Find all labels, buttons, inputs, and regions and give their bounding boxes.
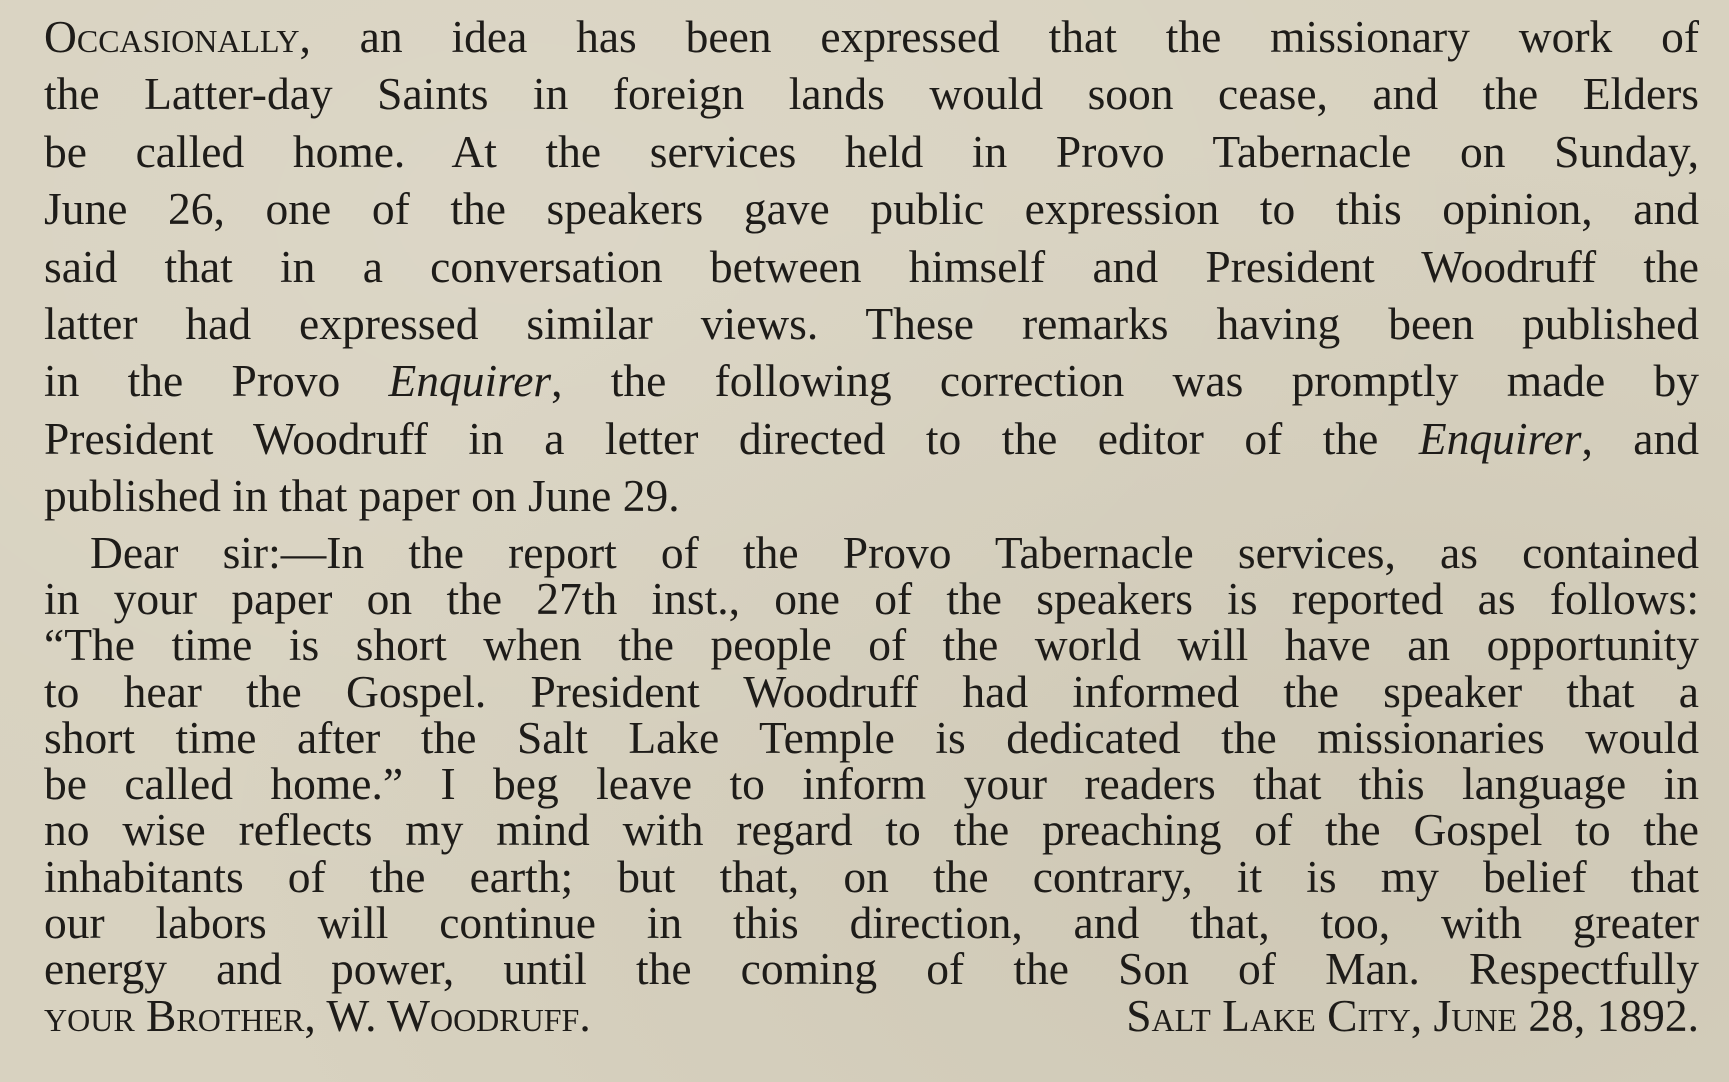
text-line: Dear sir:—In the report of the Provo Tabernacle services, as contained	[90, 526, 1699, 578]
text-line: energy and power, until the coming of the Son of Man. Respectfully	[44, 943, 1699, 995]
text-line: no wise reflects my mind with regard to the preaching of the Gospel to the	[44, 804, 1699, 856]
text-line: our labors will continue in this direction, and that, too, with greater	[44, 897, 1699, 949]
text-line: inhabitants of the earth; but that, on the contrary, it is my belief that	[44, 850, 1699, 902]
letter-closing	[44, 989, 1699, 1041]
text-line: “The time is short when the people of the world will have an opportunity	[44, 619, 1699, 671]
text-line: short time after the Salt Lake Temple is dedicated the missionaries would	[44, 711, 1699, 763]
newspaper-name: Enquirer	[388, 355, 552, 407]
signature: your Brother, W. Woodruff.	[44, 989, 591, 1041]
book-page	[44, 8, 1699, 1039]
opening-word: Occasionally	[44, 11, 300, 62]
text-line: in your paper on the 27th inst., one of the speakers is reported as follows:	[44, 572, 1699, 624]
text-line: said that in a conversation between himself and President Woodruff the	[44, 240, 1699, 292]
text-line: President Woodruff in a letter directed to the editor of the Enquirer, and	[44, 412, 1699, 464]
newspaper-name: Enquirer	[1418, 412, 1582, 464]
text-line: published in that paper on June 29.	[44, 470, 680, 522]
dateline: Salt Lake City, June 28, 1892.	[1126, 989, 1699, 1041]
quoted-letter	[44, 526, 1699, 1041]
text-line: June 26, one of the speakers gave public expression to this opinion, and	[44, 183, 1699, 235]
text-line: be called home.” I beg leave to inform your readers that this language in	[44, 758, 1699, 810]
text-line: in the Provo Enquirer, the following correction was promptly made by	[44, 355, 1699, 407]
text-line: latter had expressed similar views. These remarks having been published	[44, 298, 1699, 350]
text-line: Occasionally, an idea has been expressed that the missionary work of	[44, 11, 1699, 62]
text-line: the Latter-day Saints in foreign lands would soon cease, and the Elders	[44, 68, 1699, 120]
text-line: be called home. At the services held in Provo Tabernacle on Sunday,	[44, 125, 1699, 177]
intro-paragraph	[44, 8, 1699, 525]
text-line: to hear the Gospel. President Woodruff had informed the speaker that a	[44, 665, 1699, 717]
